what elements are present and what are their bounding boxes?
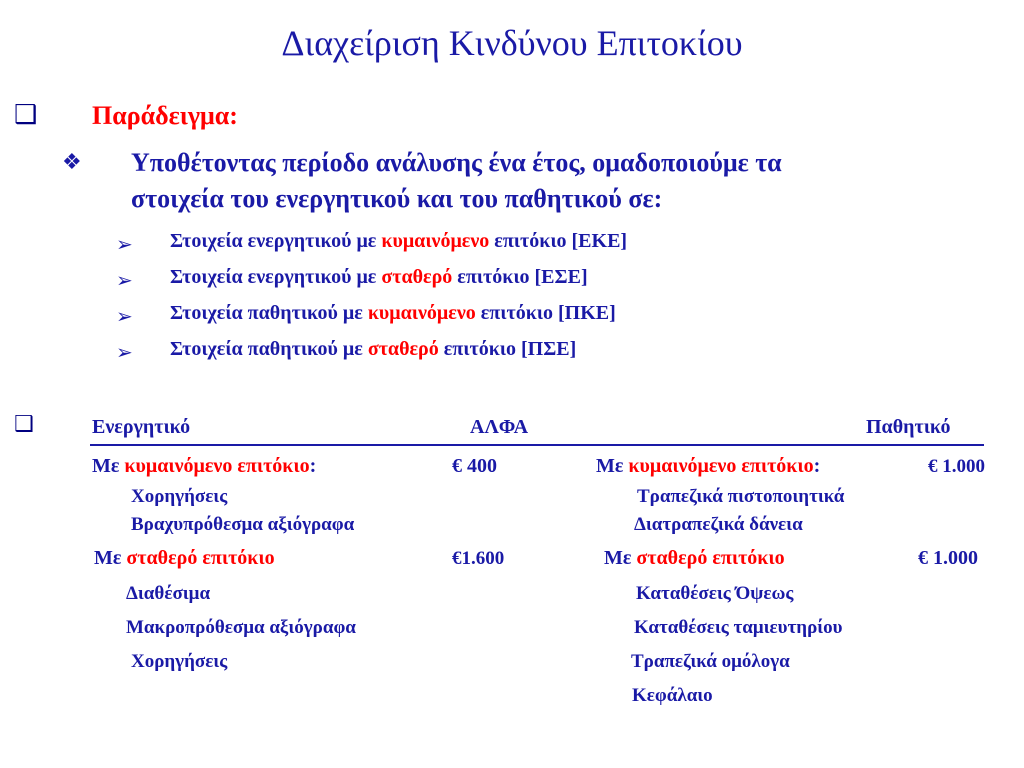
assets-floating-amount: € 400 — [452, 455, 497, 477]
liabilities-floating-item: Διατραπεζικά δάνεια — [634, 514, 803, 535]
assets-fixed-amount: €1.600 — [452, 548, 505, 569]
assets-fixed-item: Χορηγήσεις — [131, 651, 228, 672]
liabilities-fixed-amount: € 1.000 — [918, 547, 978, 569]
square-bullet-icon: ❑ — [14, 100, 38, 130]
assets-floating-label: Με κυμαινόμενο επιτόκιο: — [92, 455, 317, 477]
example-label: Παράδειγμα: — [92, 101, 238, 130]
category-item: Στοιχεία ενεργητικού με κυμαινόμενο επιτόκιο [ΕΚΕ] — [170, 230, 628, 252]
assets-fixed-label: Με σταθερό επιτόκιο — [94, 547, 275, 569]
liabilities-fixed-item: Τραπεζικά ομόλογα — [631, 651, 790, 672]
balance-header-underline — [90, 414, 984, 446]
category-item: Στοιχεία παθητικού με σταθερό επιτόκιο [ΠΣΕ] — [170, 338, 577, 360]
assets-floating-item: Βραχυπρόθεσμα αξιόγραφα — [131, 514, 355, 535]
assets-header: Ενεργητικό — [92, 416, 191, 438]
category-item: Στοιχεία ενεργητικού με σταθερό επιτόκιο [ΕΣΕ] — [170, 266, 588, 288]
arrow-bullet-icon: ➢ — [116, 232, 133, 256]
liabilities-floating-label: Με κυμαινόμενο επιτόκιο: — [596, 455, 821, 477]
assets-fixed-item: Διαθέσιμα — [126, 583, 211, 604]
arrow-bullet-icon: ➢ — [116, 304, 133, 328]
slide-title: Διαχείριση Κινδύνου Επιτοκίου — [281, 23, 743, 63]
liabilities-floating-item: Τραπεζικά πιστοποιητικά — [637, 486, 845, 507]
example-text-line-1: Υποθέτοντας περίοδο ανάλυσης ένα έτος, ομαδοποιούμε τα — [131, 148, 782, 177]
liabilities-fixed-item: Καταθέσεις ταμιευτηρίου — [634, 617, 843, 638]
diamond-bullet-icon: ❖ — [62, 150, 82, 175]
assets-fixed-item: Μακροπρόθεσμα αξιόγραφα — [126, 617, 356, 638]
liabilities-fixed-item: Καταθέσεις Όψεως — [636, 583, 794, 604]
category-item: Στοιχεία παθητικού με κυμαινόμενο επιτόκιο [ΠΚΕ] — [170, 302, 616, 324]
arrow-bullet-icon: ➢ — [116, 268, 133, 292]
square-bullet-icon: ❑ — [14, 412, 34, 437]
liabilities-fixed-item: Κεφάλαιο — [632, 685, 713, 706]
liabilities-fixed-label: Με σταθερό επιτόκιο — [604, 547, 785, 569]
assets-floating-item: Χορηγήσεις — [131, 486, 228, 507]
liabilities-header: Παθητικό — [866, 416, 951, 438]
arrow-bullet-icon: ➢ — [116, 340, 133, 364]
liabilities-floating-amount: € 1.000 — [928, 456, 985, 477]
bank-name-header: ΑΛΦΑ — [470, 416, 529, 438]
example-text-line-2: στοιχεία του ενεργητικού και του παθητικού σε: — [131, 184, 663, 213]
